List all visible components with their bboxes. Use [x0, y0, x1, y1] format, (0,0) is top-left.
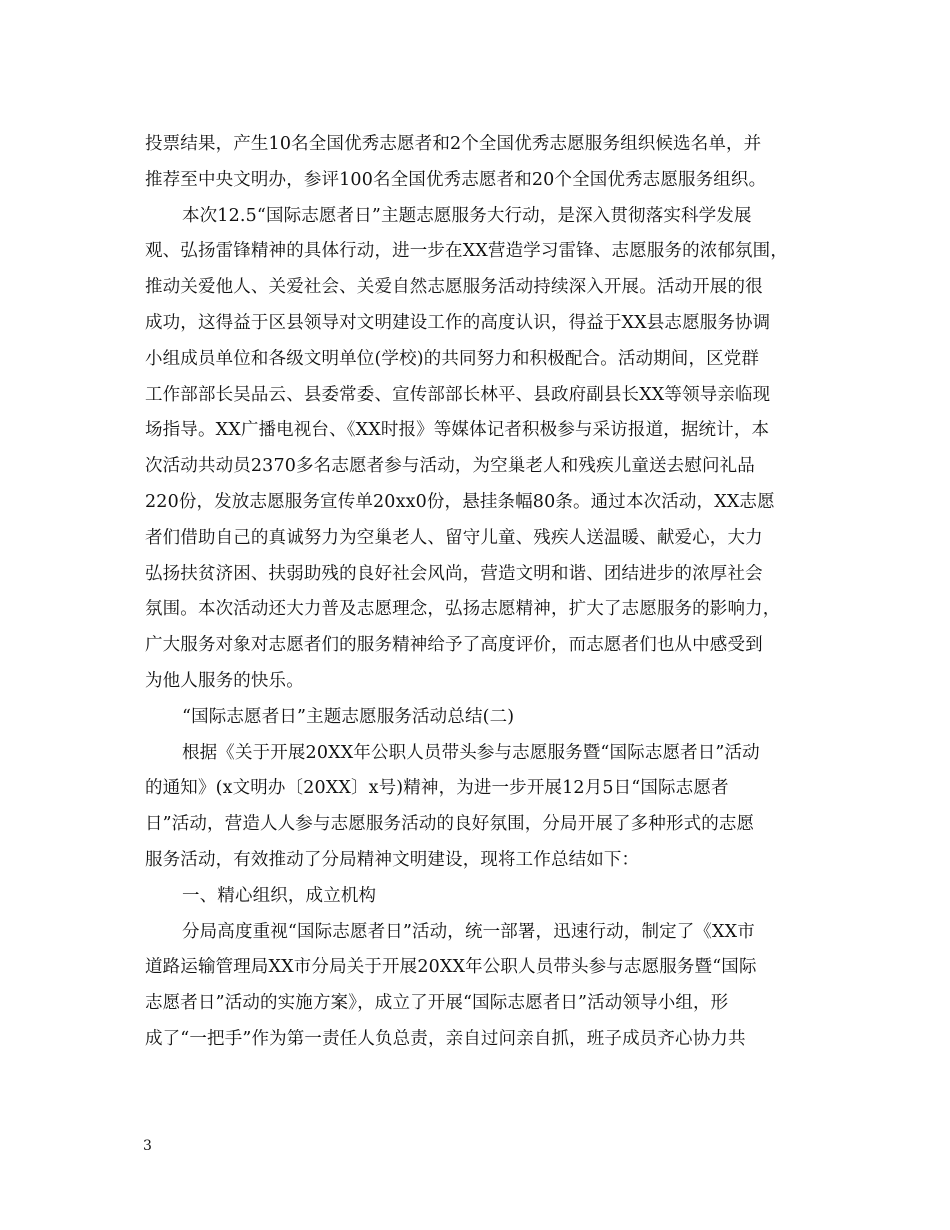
text-line: 本次12.5“国际志愿者日”主题志愿服务大行动，是深入贯彻落实科学发展: [182, 205, 752, 226]
text-line: 次活动共动员2370多名志愿者参与活动，为空巢老人和残疾儿童送去慰问礼品: [145, 456, 755, 477]
text-line: 广大服务对象对志愿者们的服务精神给予了高度评价，而志愿者们也从中感受到: [145, 635, 763, 656]
text-line: “国际志愿者日”主题志愿服务活动总结(二): [182, 706, 515, 727]
text-line: 投票结果，产生10名全国优秀志愿者和2个全国优秀志愿服务组织候选名单，并: [145, 134, 762, 154]
text-line: 弘扬扶贫济困、扶弱助残的良好社会风尚，营造文明和谐、团结进步的浓厚社会: [145, 563, 763, 584]
text-line: 220份，发放志愿服务宣传单20xx0份，悬挂条幅80条。通过本次活动，XX志愿: [145, 491, 775, 512]
text-line: 分局高度重视“国际志愿者日”活动，统一部署，迅速行动，制定了《XX市: [182, 921, 755, 942]
text-line: 工作部部长吴品云、县委常委、宣传部部长林平、县政府副县长XX等领导亲临现: [145, 384, 771, 405]
text-line: 推动关爱他人、关爱社会、关爱自然志愿服务活动持续深入开展。活动开展的很: [145, 277, 763, 298]
text-line: 推荐至中央文明办，参评100名全国优秀志愿者和20个全国优秀志愿服务组织。: [145, 169, 767, 190]
text-line: 成功，这得益于区县领导对文明建设工作的高度认识，得益于XX县志愿服务协调: [145, 312, 771, 333]
text-line: 观、弘扬雷锋精神的具体行动，进一步在XX营造学习雷锋、志愿服务的浓郁氛围，: [145, 241, 788, 262]
text-line: 服务活动，有效推动了分局精神文明建设，现将工作总结如下：: [145, 849, 640, 870]
text-line: 道路运输管理局XX市分局关于开展20XX年公职人员带头参与志愿服务暨“国际: [145, 957, 757, 978]
text-line: 一、精心组织，成立机构: [182, 885, 377, 906]
text-line: 为他人服务的快乐。: [145, 670, 304, 691]
text-line: 小组成员单位和各级文明单位(学校)的共同努力和积极配合。活动期间，区党群: [145, 348, 760, 369]
text-line: 志愿者日”活动的实施方案》，成立了开展“国际志愿者日”活动领导小组，形: [145, 993, 729, 1014]
text-line: 的通知》(x文明办〔20XX〕x号)精神，为进一步开展12月5日“国际志愿者: [145, 778, 729, 799]
body-text: [145, 127, 817, 1058]
text-line: 日”活动，营造人人参与志愿服务活动的良好氛围，分局开展了多种形式的志愿: [145, 814, 755, 835]
text-line: 氛围。本次活动还大力普及志愿理念，弘扬志愿精神，扩大了志愿服务的影响力，: [145, 599, 781, 620]
text-line: 根据《关于开展20XX年公职人员带头参与志愿服务暨“国际志愿者日”活动: [182, 742, 760, 763]
text-line: 成了“一把手”作为第一责任人负总责，亲自过问亲自抓，班子成员齐心协力共: [145, 1028, 746, 1049]
text-line: 者们借助自己的真诚努力为空巢老人、留守儿童、残疾人送温暖、献爱心，大力: [145, 527, 763, 548]
text-line: 场指导。XX广播电视台、《XX时报》等媒体记者积极参与采访报道，据统计，本: [145, 420, 770, 441]
page-number: 3: [143, 1138, 152, 1154]
